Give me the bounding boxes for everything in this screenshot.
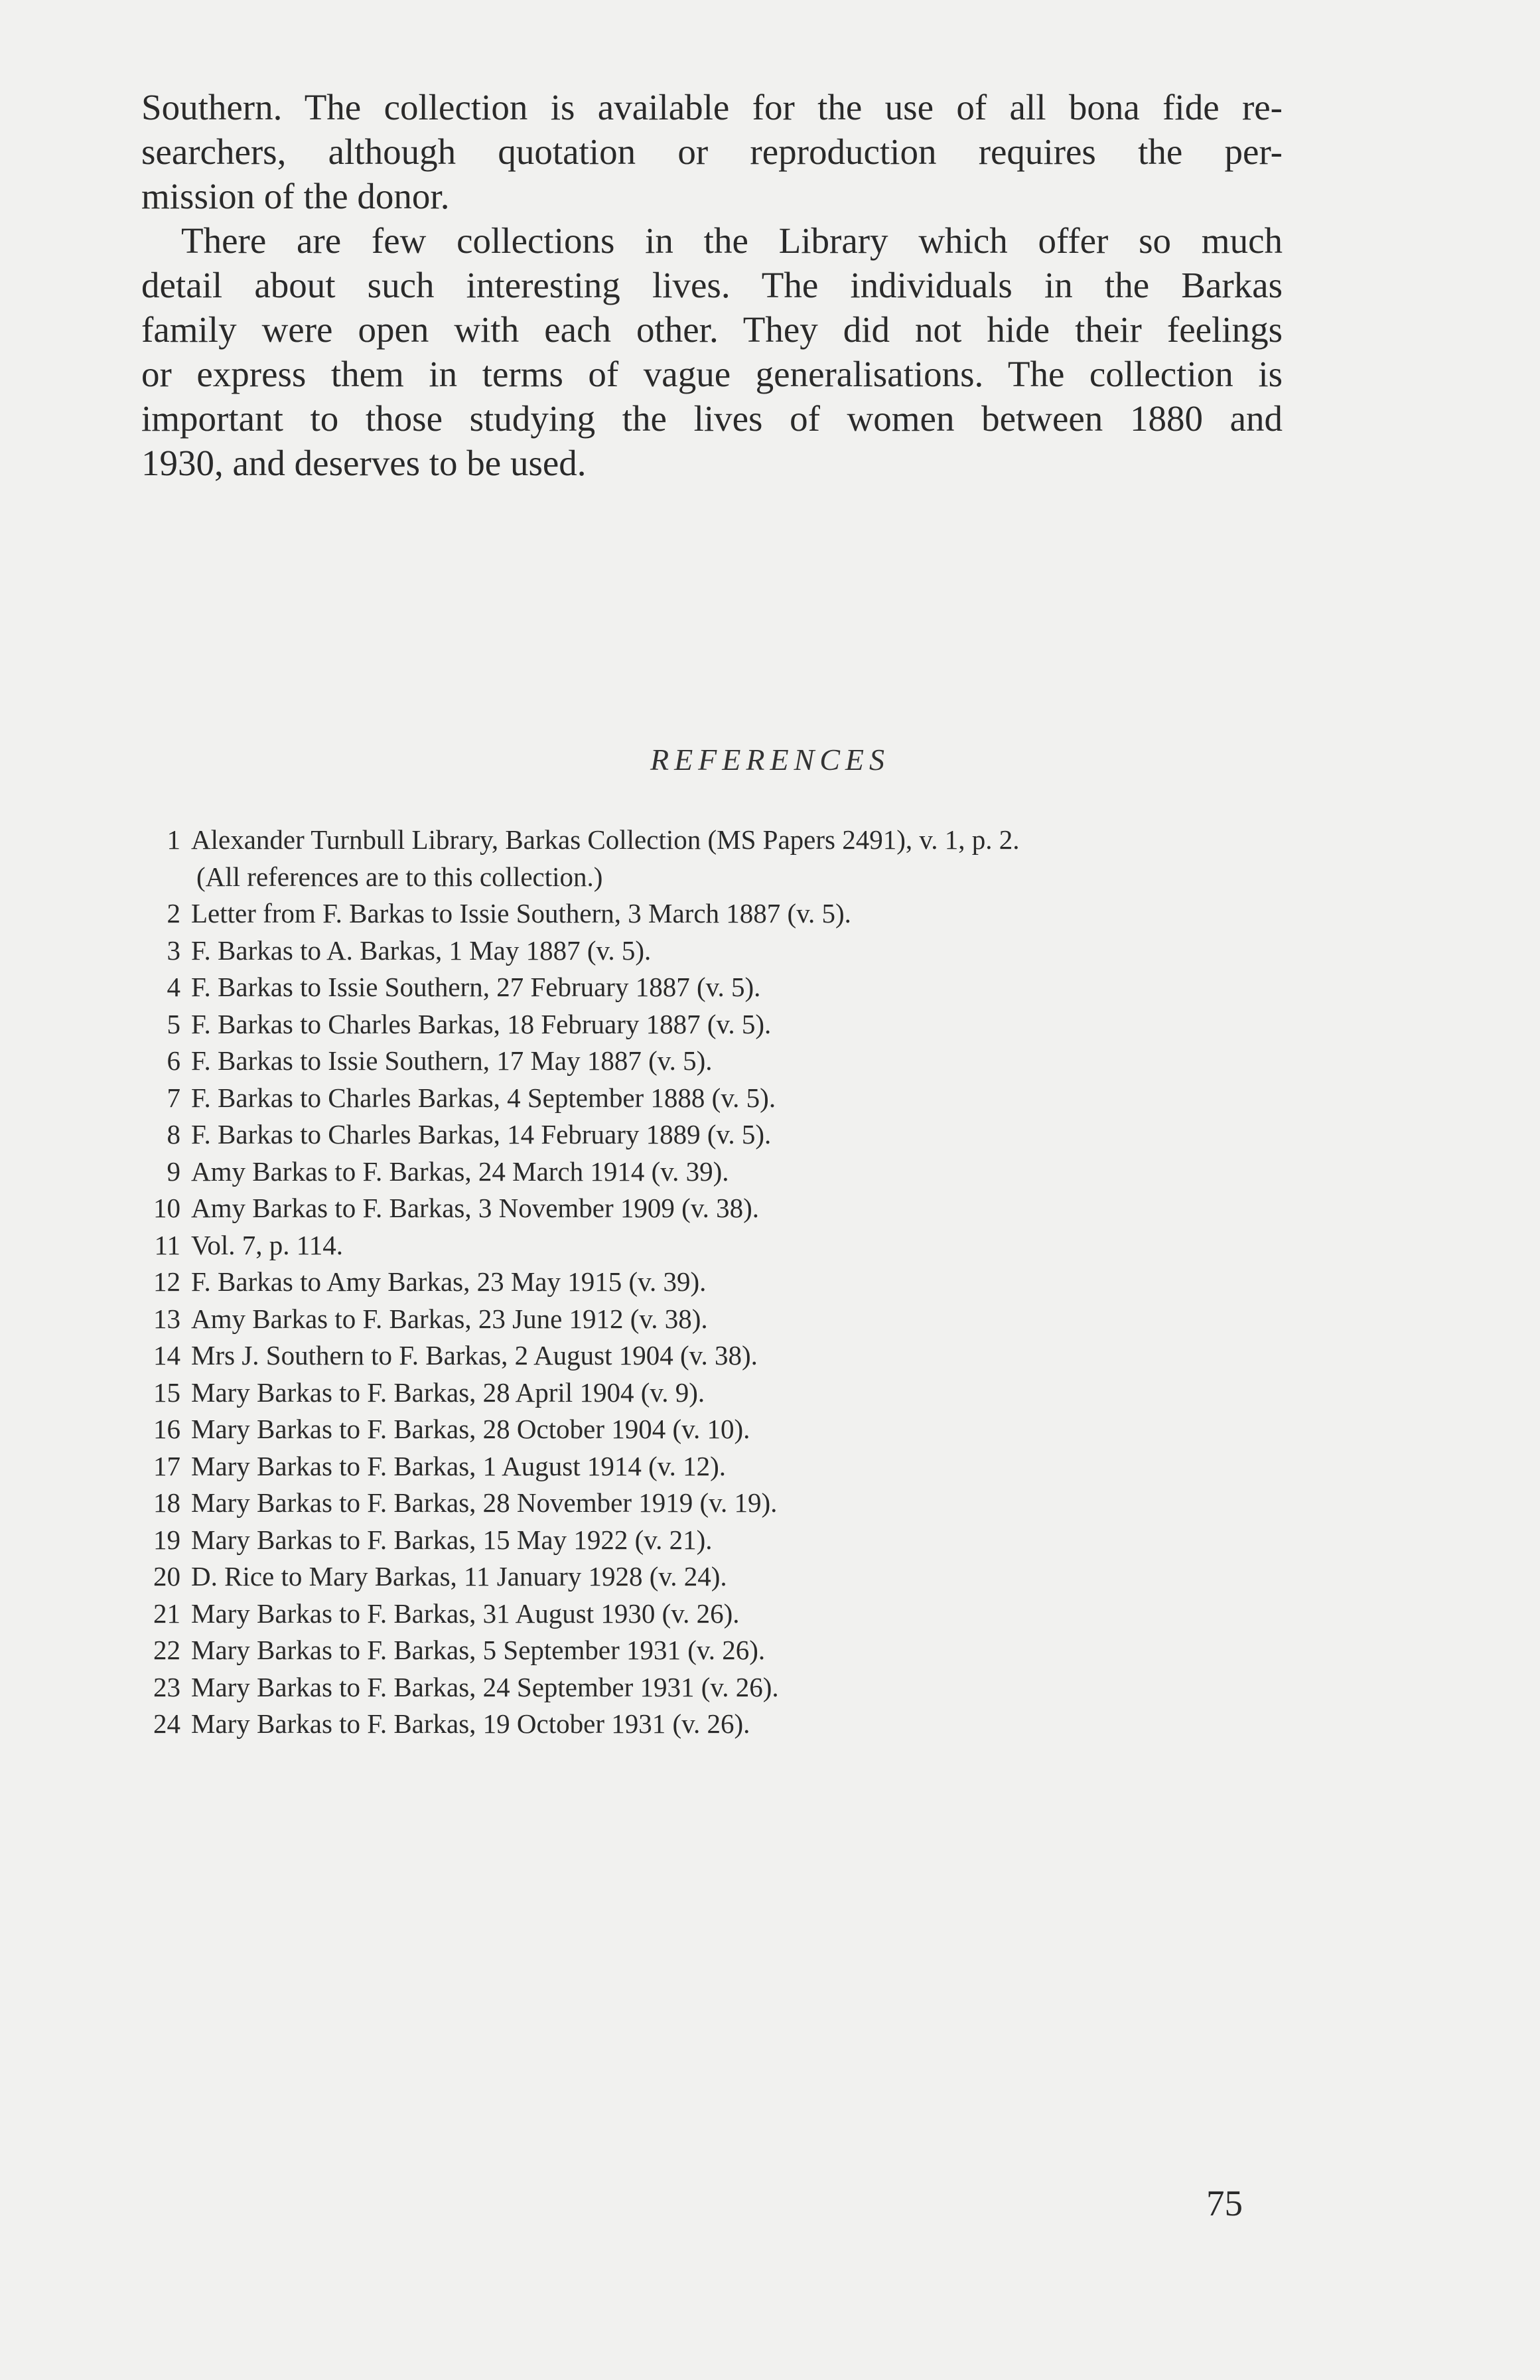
reference-text: Amy Barkas to F. Barkas, 3 November 1909 (v. 38). [191,1193,760,1223]
reference-item [133,1669,1300,1706]
reference-item [133,932,1300,970]
reference-text: Vol. 7, p. 114. [191,1229,343,1260]
reference-number: 20 [153,1561,180,1592]
reference-text: F. Barkas to Issie Southern, 27 February 1887 (v. 5). [191,972,761,1002]
reference-number: 7 [167,1082,180,1113]
text-line: There are few collections in the Library which offer so much [181,220,1283,261]
reference-item [133,1116,1300,1153]
reference-number: 21 [153,1598,180,1629]
text-line: important to those studying the lives of women between 1880 and [141,398,1283,439]
reference-number: 9 [167,1155,180,1187]
body-text [141,85,1283,485]
reference-text: F. Barkas to Charles Barkas, 4 September 1888 (v. 5). [191,1082,776,1113]
reference-text: F. Barkas to Amy Barkas, 23 May 1915 (v. 39). [191,1266,707,1297]
reference-text: Mary Barkas to F. Barkas, 31 August 1930 (v. 26). [191,1598,740,1629]
reference-item [133,1301,1300,1338]
reference-number: 1 [167,824,180,855]
reference-text: Mary Barkas to F. Barkas, 28 November 1919 (v. 19). [191,1487,778,1518]
reference-item [133,1227,1300,1264]
reference-item [133,1411,1300,1448]
reference-text: Mary Barkas to F. Barkas, 19 October 1931 (v. 26). [191,1708,750,1739]
reference-item [133,1485,1300,1522]
reference-text: Letter from F. Barkas to Issie Southern, 3 March 1887 (v. 5). [191,898,851,929]
reference-item [133,1596,1300,1633]
reference-item [133,895,1300,932]
reference-text: F. Barkas to A. Barkas, 1 May 1887 (v. 5). [191,934,652,966]
reference-text: Mary Barkas to F. Barkas, 24 September 1931 (v. 26). [191,1671,779,1702]
reference-number: 19 [153,1524,180,1555]
reference-number: 12 [153,1266,180,1297]
reference-item [133,1522,1300,1559]
reference-number: 22 [153,1635,180,1665]
reference-number: 23 [153,1671,180,1702]
paragraph [141,218,1283,485]
text-line: mission of the donor. [141,176,450,216]
reference-number: 17 [153,1450,180,1481]
reference-number: 11 [154,1229,180,1260]
reference-item [133,1190,1300,1227]
reference-number: 14 [153,1340,180,1371]
paragraph [141,85,1283,218]
text-line: family were open with each other. They did not hide their feelings [141,309,1283,350]
text-line: 1930, and deserves to be used. [141,443,587,483]
reference-item [133,1006,1300,1043]
reference-text: Mrs J. Southern to F. Barkas, 2 August 1904 (v. 38). [191,1340,758,1371]
reference-item [133,822,1300,895]
references-heading: REFERENCES [650,743,890,777]
reference-number: 16 [153,1414,180,1444]
reference-text: Mary Barkas to F. Barkas, 28 April 1904 (v. 9). [191,1376,705,1408]
reference-text: Mary Barkas to F. Barkas, 15 May 1922 (v. 21). [191,1524,713,1555]
reference-item [133,1337,1300,1375]
reference-text: F. Barkas to Issie Southern, 17 May 1887 (v. 5). [191,1045,713,1076]
reference-number: 5 [167,1008,180,1039]
reference-item [133,1153,1300,1191]
reference-continuation: (All references are to this collection.) [196,861,603,892]
reference-text: F. Barkas to Charles Barkas, 14 February 1889 (v. 5). [191,1119,772,1150]
reference-item [133,1706,1300,1743]
references-list [133,822,1300,1743]
reference-text: D. Rice to Mary Barkas, 11 January 1928 (v. 24). [191,1561,727,1592]
reference-item [133,1080,1300,1117]
reference-item [133,1043,1300,1080]
reference-text: Mary Barkas to F. Barkas, 28 October 1904 (v. 10). [191,1414,750,1444]
reference-item [133,1632,1300,1669]
text-line: Southern. The collection is available for the use of all bona fide re- [141,87,1283,127]
reference-item [133,1375,1300,1412]
reference-text: Amy Barkas to F. Barkas, 23 June 1912 (v. 38). [191,1303,708,1334]
reference-item [133,1558,1300,1596]
text-line: searchers, although quotation or reproduction requires the per- [141,131,1283,172]
reference-text: F. Barkas to Charles Barkas, 18 February 1887 (v. 5). [191,1008,772,1039]
page-number: 75 [1206,2183,1243,2223]
reference-number: 24 [153,1708,180,1739]
reference-number: 6 [167,1045,180,1076]
reference-number: 8 [167,1119,180,1150]
reference-text: Mary Barkas to F. Barkas, 1 August 1914 (v. 12). [191,1450,727,1481]
reference-item [133,969,1300,1006]
reference-number: 13 [153,1303,180,1334]
reference-number: 18 [153,1487,180,1518]
reference-number: 15 [153,1376,180,1408]
text-line: detail about such interesting lives. The individuals in the Barkas [141,265,1283,305]
reference-item [133,1264,1300,1301]
reference-item [133,1448,1300,1485]
reference-text: Alexander Turnbull Library, Barkas Collection (MS Papers 2491), v. 1, p. 2. [191,824,1020,855]
reference-number: 3 [167,934,180,966]
reference-number: 10 [153,1193,180,1223]
text-line: or express them in terms of vague generalisations. The collection is [141,354,1283,394]
reference-text: Mary Barkas to F. Barkas, 5 September 1931 (v. 26). [191,1635,766,1665]
reference-number: 4 [167,972,180,1002]
reference-text: Amy Barkas to F. Barkas, 24 March 1914 (v. 39). [191,1155,729,1187]
reference-number: 2 [167,898,180,929]
